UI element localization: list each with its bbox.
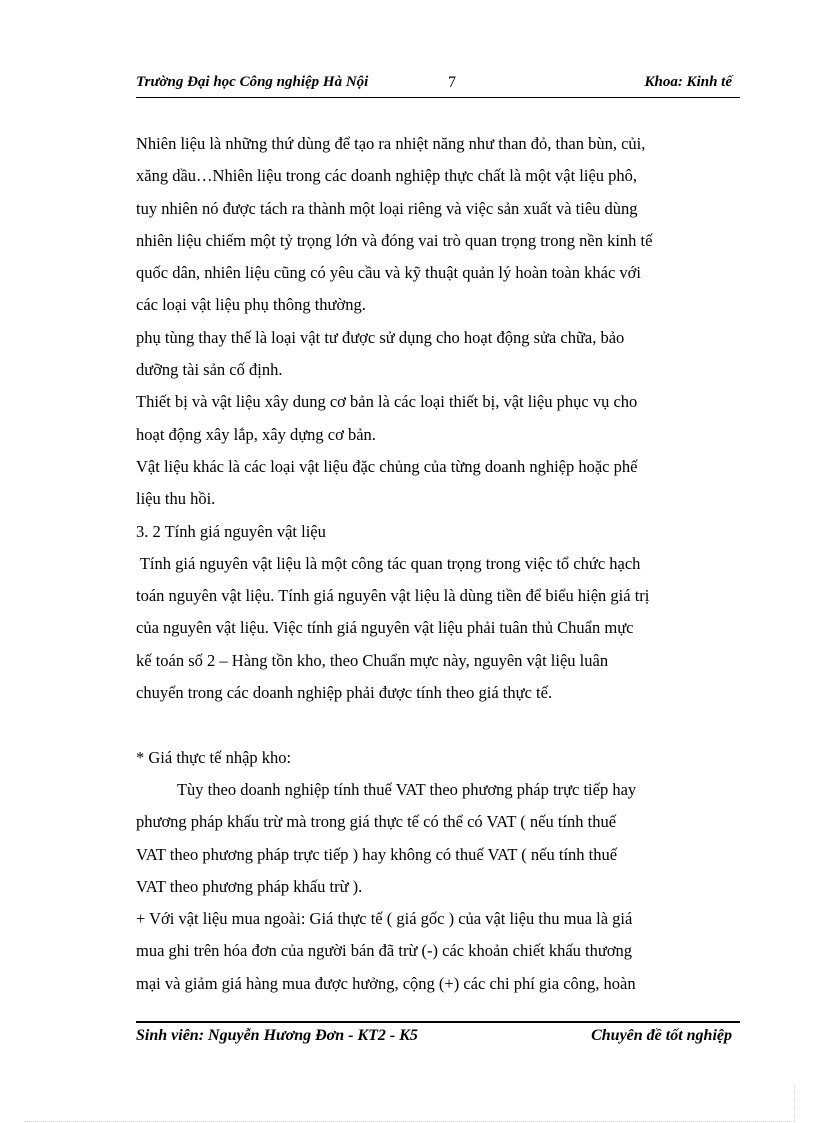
page-edge-bottom [24, 1121, 794, 1122]
body-line: liệu thu hồi. [136, 489, 216, 509]
header-divider [136, 97, 740, 98]
body-line: Thiết bị và vật liệu xây dung cơ bản là các loại thiết bị, vật liệu phục vụ cho [136, 392, 638, 412]
body-line: của nguyên vật liệu. Việc tính giá nguyên vật liệu phải tuân thủ Chuẩn mực [136, 618, 634, 638]
body-line: + Với vật liệu mua ngoài: Giá thực tế ( giá gốc ) của vật liệu thu mua là giá [136, 909, 633, 929]
footer-student: Sinh viên: Nguyễn Hương Đơn - KT2 - K5 [136, 1027, 418, 1044]
body-line: Vật liệu khác là các loại vật liệu đặc chủng của từng doanh nghiệp hoặc phế [136, 456, 638, 476]
body-line: quốc dân, nhiên liệu cũng có yêu cầu và kỹ thuật quản lý hoàn toàn khác với [136, 263, 641, 283]
body-line: hoạt động xây lắp, xây dựng cơ bản. [136, 424, 376, 444]
body-line: 3. 2 Tính giá nguyên vật liệu [136, 521, 326, 541]
body-line: tuy nhiên nó được tách ra thành một loại riêng và việc sản xuất và tiêu dùng [136, 198, 638, 218]
body-line: kế toán số 2 – Hàng tồn kho, theo Chuẩn mực này, nguyên vật liệu luân [136, 650, 609, 670]
body-line: toán nguyên vật liệu. Tính giá nguyên vật liệu là dùng tiền để biểu hiện giá trị [136, 586, 650, 606]
body-line: dưỡng tài sản cố định. [136, 360, 283, 380]
page-header [136, 74, 740, 98]
body-line: VAT theo phương pháp trực tiếp ) hay không có thuế VAT ( nếu tính thuế [136, 844, 618, 864]
footer-thesis: Chuyên đề tốt nghiệp [591, 1027, 732, 1044]
body-line: các loại vật liệu phụ thông thường. [136, 295, 366, 315]
body-line: Nhiên liệu là những thứ dùng để tạo ra nhiệt năng như than đỏ, than bùn, củi, [136, 134, 646, 153]
body-line: nhiên liệu chiếm một tỷ trọng lớn và đóng vai trò quan trọng trong nền kinh tế [136, 230, 653, 250]
body-line: Tùy theo doanh nghiệp tính thuế VAT theo phương pháp trực tiếp hay [136, 779, 637, 799]
body-line: * Giá thực tế nhập kho: [136, 747, 292, 767]
page-footer [136, 1027, 740, 1051]
header-school: Trường Đại học Công nghiệp Hà Nội [136, 74, 369, 90]
body-line: xăng dầu…Nhiên liệu trong các doanh nghiệp thực chất là một vật liệu phô, [136, 166, 638, 186]
page-number: 7 [448, 74, 456, 91]
body-line: VAT theo phương pháp khấu trừ ). [136, 876, 363, 896]
body-line: phụ tùng thay thế là loại vật tư được sử dụng cho hoạt động sửa chữa, bảo [136, 327, 625, 347]
body-line: Tính giá nguyên vật liệu là một công tác quan trọng trong việc tổ chức hạch [136, 553, 641, 573]
body-line: phương pháp khấu trừ mà trong giá thực tế có thể có VAT ( nếu tính thuế [136, 812, 617, 832]
page-edge-right [794, 1085, 795, 1121]
body-line: chuyển trong các doanh nghiệp phải được tính theo giá thực tế. [136, 683, 553, 703]
header-faculty: Khoa: Kinh tế [644, 74, 732, 90]
footer-divider [136, 1021, 740, 1023]
body-line [136, 709, 748, 741]
document-body [136, 128, 748, 1000]
body-line: mại và giảm giá hàng mua được hưởng, cộng (+) các chi phí gia công, hoàn [136, 973, 636, 993]
body-line: mua ghi trên hóa đơn của người bán đã trừ (-) các khoản chiết khấu thương [136, 941, 633, 961]
